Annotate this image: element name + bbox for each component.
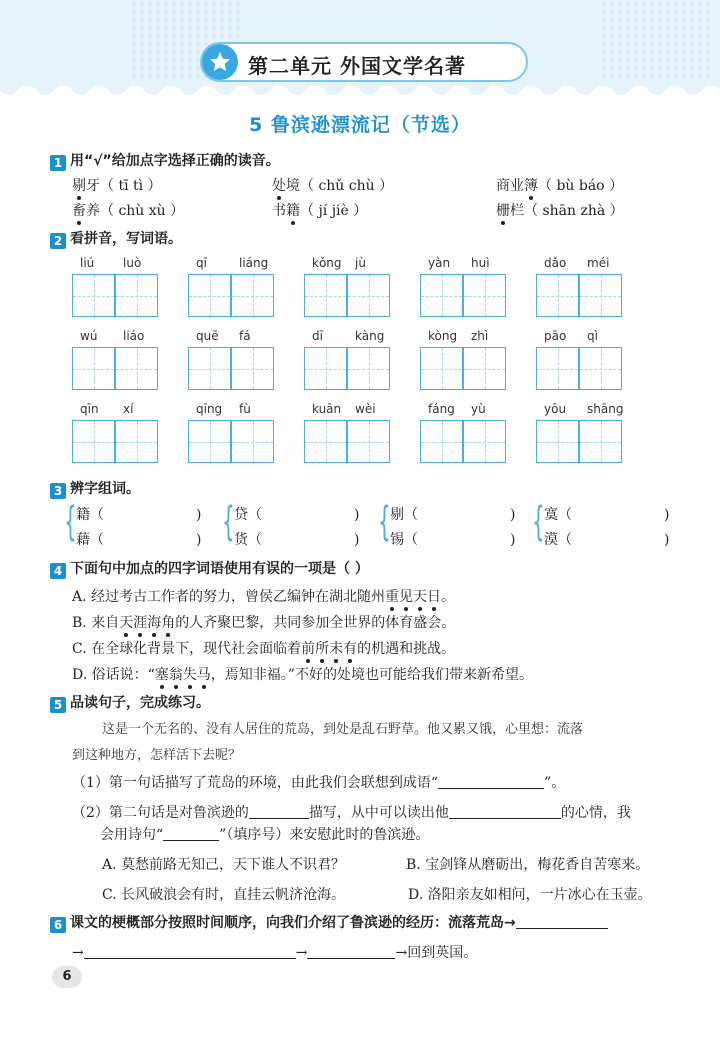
brace-mark: { bbox=[222, 499, 235, 545]
question-title: 课文的梗概部分按照时间顺序，向我们介绍了鲁滨逊的经历：流落荒岛→ bbox=[70, 915, 516, 931]
writing-box[interactable] bbox=[347, 420, 390, 463]
question-4-heading bbox=[50, 558, 369, 579]
q4-option-a: A. 经过考古工作者的努力，曾侯乙编钟在湖北随州重见天日。 bbox=[72, 586, 455, 606]
pinyin-label: quē bbox=[196, 329, 219, 343]
pinyin-label: qīn bbox=[80, 402, 99, 416]
dotted-char: 角 bbox=[161, 612, 175, 632]
choice-b: B. 宝剑锋从磨砺出，梅花香自苦寒来。 bbox=[406, 857, 650, 873]
dotted-char: 重 bbox=[385, 586, 399, 606]
writing-box[interactable] bbox=[115, 274, 158, 317]
question-number: 4 bbox=[50, 563, 66, 579]
writing-box[interactable] bbox=[463, 274, 506, 317]
q6-chain: → → →回到英国。 bbox=[72, 945, 478, 961]
pinyin-label: kǒng bbox=[312, 256, 342, 270]
writing-box[interactable] bbox=[304, 347, 347, 390]
char-pair-item: 寞（ ) bbox=[544, 507, 670, 523]
question-title: 看拼音，写词语。 bbox=[70, 231, 182, 247]
lesson-title: 5 鲁滨逊漂流记（节选） bbox=[249, 114, 471, 136]
pinyin-label: fáng bbox=[428, 402, 455, 416]
answer-blank[interactable] bbox=[163, 840, 219, 841]
passage-line: 这是一个无名的、没有人居住的荒岛，到处是乱石野草。他又累又饿，心里想：流落 bbox=[102, 722, 584, 737]
writing-box[interactable] bbox=[304, 274, 347, 317]
dotted-char: 有 bbox=[343, 638, 357, 658]
writing-box[interactable] bbox=[115, 347, 158, 390]
question-number: 1 bbox=[50, 155, 66, 171]
question-5-heading bbox=[50, 692, 210, 713]
answer-blank[interactable] bbox=[449, 818, 561, 819]
writing-box[interactable] bbox=[536, 420, 579, 463]
brace-mark: { bbox=[532, 499, 545, 545]
choice-c: C. 长风破浪会有时，直挂云帆济沧海。 bbox=[102, 887, 346, 903]
q1-item: 商业簿（ bù báo ） bbox=[496, 175, 623, 195]
pinyin-label: wèi bbox=[355, 402, 376, 416]
writing-box[interactable] bbox=[231, 274, 274, 317]
wave-edge bbox=[0, 86, 720, 100]
question-number: 2 bbox=[50, 233, 66, 249]
pinyin-label: pāo bbox=[544, 329, 567, 343]
page-number: 6 bbox=[52, 966, 82, 988]
writing-box[interactable] bbox=[536, 347, 579, 390]
q4-option-d: D. 俗话说：“塞翁失马，焉知非福。”不好的处境也可能给我们带来新希望。 bbox=[72, 664, 533, 684]
question-title: 品读句子，完成练习。 bbox=[70, 695, 210, 711]
writing-box[interactable] bbox=[304, 420, 347, 463]
q5-sub1: （1）第一句话描写了荒岛的环境，由此我们会联想到成语“ ”。 bbox=[72, 775, 566, 791]
dotted-char: 翁 bbox=[169, 664, 183, 684]
pinyin-label: kòng bbox=[428, 329, 458, 343]
question-title: 下面句中加点的四字词语使用有误的一项是（ ） bbox=[70, 561, 369, 577]
q1-item: 书籍（ jí jiè ） bbox=[272, 200, 367, 220]
pinyin-label: wú bbox=[80, 329, 98, 343]
pinyin-label: zhì bbox=[471, 329, 489, 343]
pinyin-label: xí bbox=[123, 402, 134, 416]
writing-box[interactable] bbox=[188, 347, 231, 390]
pinyin-label: liáo bbox=[123, 329, 145, 343]
dotted-char: 未 bbox=[329, 638, 343, 658]
dotted-char: 失 bbox=[183, 664, 197, 684]
writing-box[interactable] bbox=[188, 420, 231, 463]
writing-box[interactable] bbox=[420, 347, 463, 390]
question-title: 用“√”给加点字选择正确的读音。 bbox=[70, 153, 280, 169]
char-pair-item: 贷（ ) bbox=[234, 507, 360, 523]
pinyin-label: luò bbox=[123, 256, 142, 270]
answer-blank[interactable] bbox=[438, 788, 544, 789]
passage-line: 到这种地方，怎样活下去呢？ bbox=[72, 748, 242, 763]
pinyin-label: yōu bbox=[544, 402, 567, 416]
dotted-char: 见 bbox=[399, 586, 413, 606]
dotted-char: 马 bbox=[197, 664, 211, 684]
pinyin-label: kuān bbox=[312, 402, 342, 416]
pinyin-label: fù bbox=[239, 402, 251, 416]
pinyin-label: qī bbox=[196, 256, 207, 270]
brace-mark: { bbox=[64, 499, 77, 545]
char-pair-item: 籍（ ) bbox=[76, 507, 202, 523]
q5-sub2-cont: 会用诗句“ ”（填序号）来安慰此时的鲁滨逊。 bbox=[100, 827, 430, 843]
choice-d: D. 洛阳亲友如相问，一片冰心在玉壶。 bbox=[408, 887, 652, 903]
answer-blank[interactable] bbox=[307, 958, 395, 959]
pinyin-label: kàng bbox=[355, 329, 385, 343]
writing-box[interactable] bbox=[579, 274, 622, 317]
dotted-char: 日 bbox=[427, 586, 441, 606]
q1-item: 处境（ chǔ chù ） bbox=[272, 175, 393, 195]
pinyin-label: liáng bbox=[239, 256, 269, 270]
answer-blank[interactable] bbox=[516, 928, 608, 929]
dot-pattern bbox=[600, 0, 710, 80]
pinyin-label: fá bbox=[239, 329, 251, 343]
writing-box[interactable] bbox=[231, 420, 274, 463]
writing-box[interactable] bbox=[347, 274, 390, 317]
writing-box[interactable] bbox=[420, 274, 463, 317]
question-3-heading bbox=[50, 478, 140, 499]
writing-box[interactable] bbox=[463, 420, 506, 463]
question-number: 5 bbox=[50, 697, 66, 713]
char-pair-item: 货（ ) bbox=[234, 532, 360, 548]
pinyin-label: shāng bbox=[587, 402, 624, 416]
question-6-heading bbox=[50, 912, 608, 933]
pinyin-label: jù bbox=[355, 256, 366, 270]
pinyin-label: qīng bbox=[196, 402, 223, 416]
writing-box[interactable] bbox=[188, 274, 231, 317]
question-2-heading bbox=[50, 228, 182, 249]
pinyin-label: qì bbox=[587, 329, 598, 343]
writing-box[interactable] bbox=[72, 420, 115, 463]
pinyin-label: yàn bbox=[428, 256, 451, 270]
char-pair-item: 藉（ ) bbox=[76, 532, 202, 548]
writing-box[interactable] bbox=[463, 347, 506, 390]
pinyin-label: yù bbox=[471, 402, 486, 416]
q4-option-c: C. 在全球化背景下，现代社会面临着前所未有的机遇和挑战。 bbox=[72, 638, 455, 658]
writing-box[interactable] bbox=[536, 274, 579, 317]
star-icon bbox=[202, 44, 238, 80]
q4-option-b: B. 来自天涯海角的人齐聚巴黎，共同参加全世界的体育盛会。 bbox=[72, 612, 455, 632]
q5-sub2: （2）第二句话是对鲁滨逊的 描写，从中可以读出他 的心情，我 bbox=[72, 805, 631, 821]
pinyin-label: méi bbox=[587, 256, 610, 270]
char-pair-item: 锡（ ) bbox=[390, 532, 516, 548]
q1-item: 畜养（ chù xù ） bbox=[72, 200, 184, 220]
char-pair-item: 剔（ ) bbox=[390, 507, 516, 523]
writing-box[interactable] bbox=[72, 274, 115, 317]
char-pair-item: 漠（ ) bbox=[544, 532, 670, 548]
writing-box[interactable] bbox=[579, 347, 622, 390]
choice-a: A. 莫愁前路无知己，天下谁人不识君？ bbox=[102, 857, 346, 873]
pinyin-label: dǎo bbox=[544, 256, 567, 270]
question-1-heading bbox=[50, 150, 280, 171]
dotted-char: 天 bbox=[413, 586, 427, 606]
writing-box[interactable] bbox=[72, 347, 115, 390]
pinyin-label: huì bbox=[471, 256, 490, 270]
question-number: 6 bbox=[50, 917, 66, 933]
q1-item: 剔牙（ tī tì ） bbox=[72, 175, 162, 195]
dotted-char: 所 bbox=[315, 638, 329, 658]
pinyin-label: liú bbox=[80, 256, 95, 270]
dotted-char: 前 bbox=[301, 638, 315, 658]
question-title: 辨字组词。 bbox=[70, 481, 140, 497]
answer-blank[interactable] bbox=[249, 818, 309, 819]
writing-box[interactable] bbox=[420, 420, 463, 463]
dotted-char: 塞 bbox=[155, 664, 169, 684]
answer-blank[interactable] bbox=[84, 958, 296, 959]
q1-item: 栅栏（ shān zhà ） bbox=[496, 200, 624, 220]
writing-box[interactable] bbox=[231, 347, 274, 390]
question-number: 3 bbox=[50, 483, 66, 499]
unit-title: 第二单元 外国文学名著 bbox=[248, 54, 466, 78]
brace-mark: { bbox=[378, 499, 391, 545]
writing-box[interactable] bbox=[347, 347, 390, 390]
dotted-char: 涯 bbox=[133, 612, 147, 632]
writing-box[interactable] bbox=[115, 420, 158, 463]
dotted-char: 海 bbox=[147, 612, 161, 632]
pinyin-label: dī bbox=[312, 329, 323, 343]
writing-box[interactable] bbox=[579, 420, 622, 463]
dotted-char: 天 bbox=[119, 612, 133, 632]
